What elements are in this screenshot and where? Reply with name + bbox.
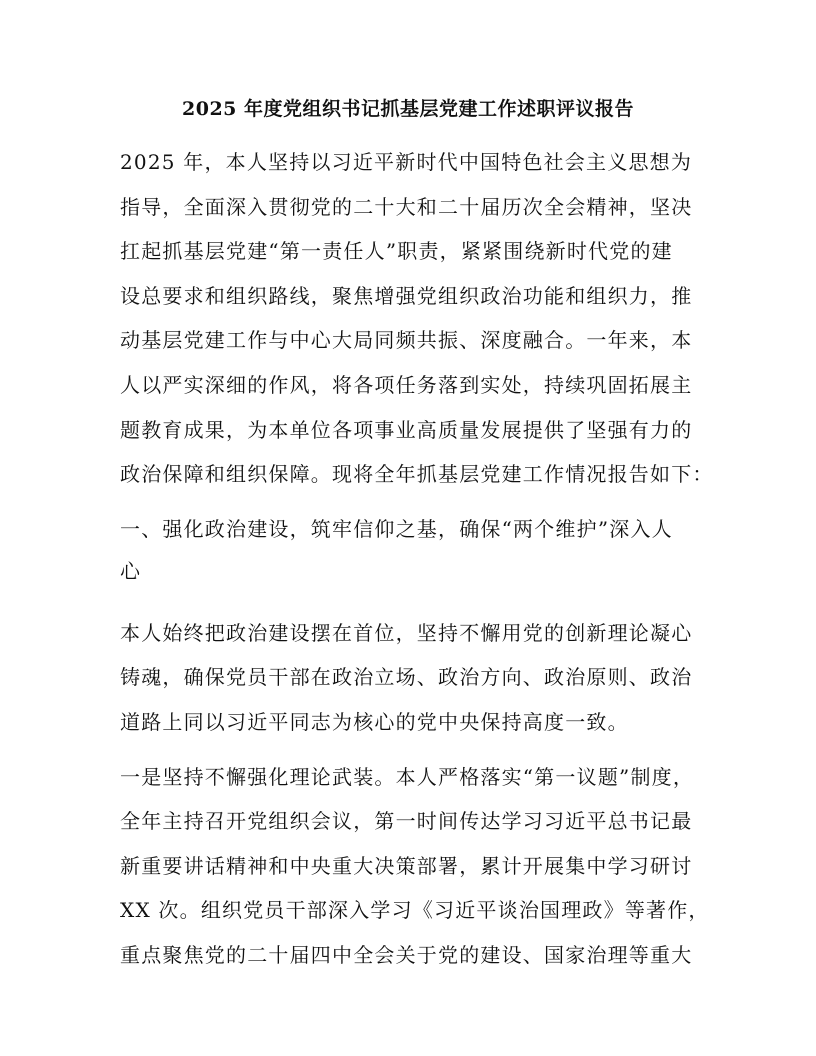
intro-line: 人以严实深细的作风，将各项任务落到实处，持续巩固拓展主	[120, 373, 693, 397]
section-heading-line: 心	[120, 559, 142, 583]
intro-line: 2025 年，本人坚持以习近平新时代中国特色社会主义思想为	[120, 150, 693, 174]
section-paragraph-line: 道路上同以习近平同志为核心的党中央保持高度一致。	[120, 710, 629, 734]
intro-line: 设总要求和组织路线，聚焦增强党组织政治功能和组织力，推	[120, 284, 693, 308]
document-title: 2025 年度党组织书记抓基层党建工作述职评议报告	[182, 98, 634, 120]
item-paragraph-line: 全年主持召开党组织会议，第一时间传达学习习近平总书记最	[120, 809, 693, 833]
section-heading-line: 一、强化政治建设，筑牢信仰之基，确保“两个维护”深入人	[120, 517, 673, 541]
item-paragraph-line: XX 次。组织党员干部深入学习《习近平谈治国理政》等著作，	[120, 898, 710, 922]
intro-line: 扛起抓基层党建“第一责任人”职责，紧紧围绕新时代党的建	[120, 239, 673, 263]
section-paragraph-line: 铸魂，确保党员干部在政治立场、政治方向、政治原则、政治	[120, 665, 693, 689]
item-paragraph-line: 一是坚持不懈强化理论武装。本人严格落实“第一议题”制度，	[120, 765, 695, 789]
intro-line: 题教育成果，为本单位各项事业高质量发展提供了坚强有力的	[120, 418, 693, 442]
intro-line: 指导，全面深入贯彻党的二十大和二十届历次全会精神，坚决	[120, 195, 693, 219]
section-paragraph-line: 本人始终把政治建设摆在首位，坚持不懈用党的创新理论凝心	[120, 621, 693, 645]
intro-line: 政治保障和组织保障。现将全年抓基层党建工作情况报告如下：	[120, 462, 714, 486]
item-paragraph-line: 新重要讲话精神和中央重大决策部署，累计开展集中学习研讨	[120, 854, 693, 878]
intro-line: 动基层党建工作与中心大局同频共振、深度融合。一年来，本	[120, 328, 693, 352]
item-paragraph-line: 重点聚焦党的二十届四中全会关于党的建设、国家治理等重大	[120, 943, 693, 967]
